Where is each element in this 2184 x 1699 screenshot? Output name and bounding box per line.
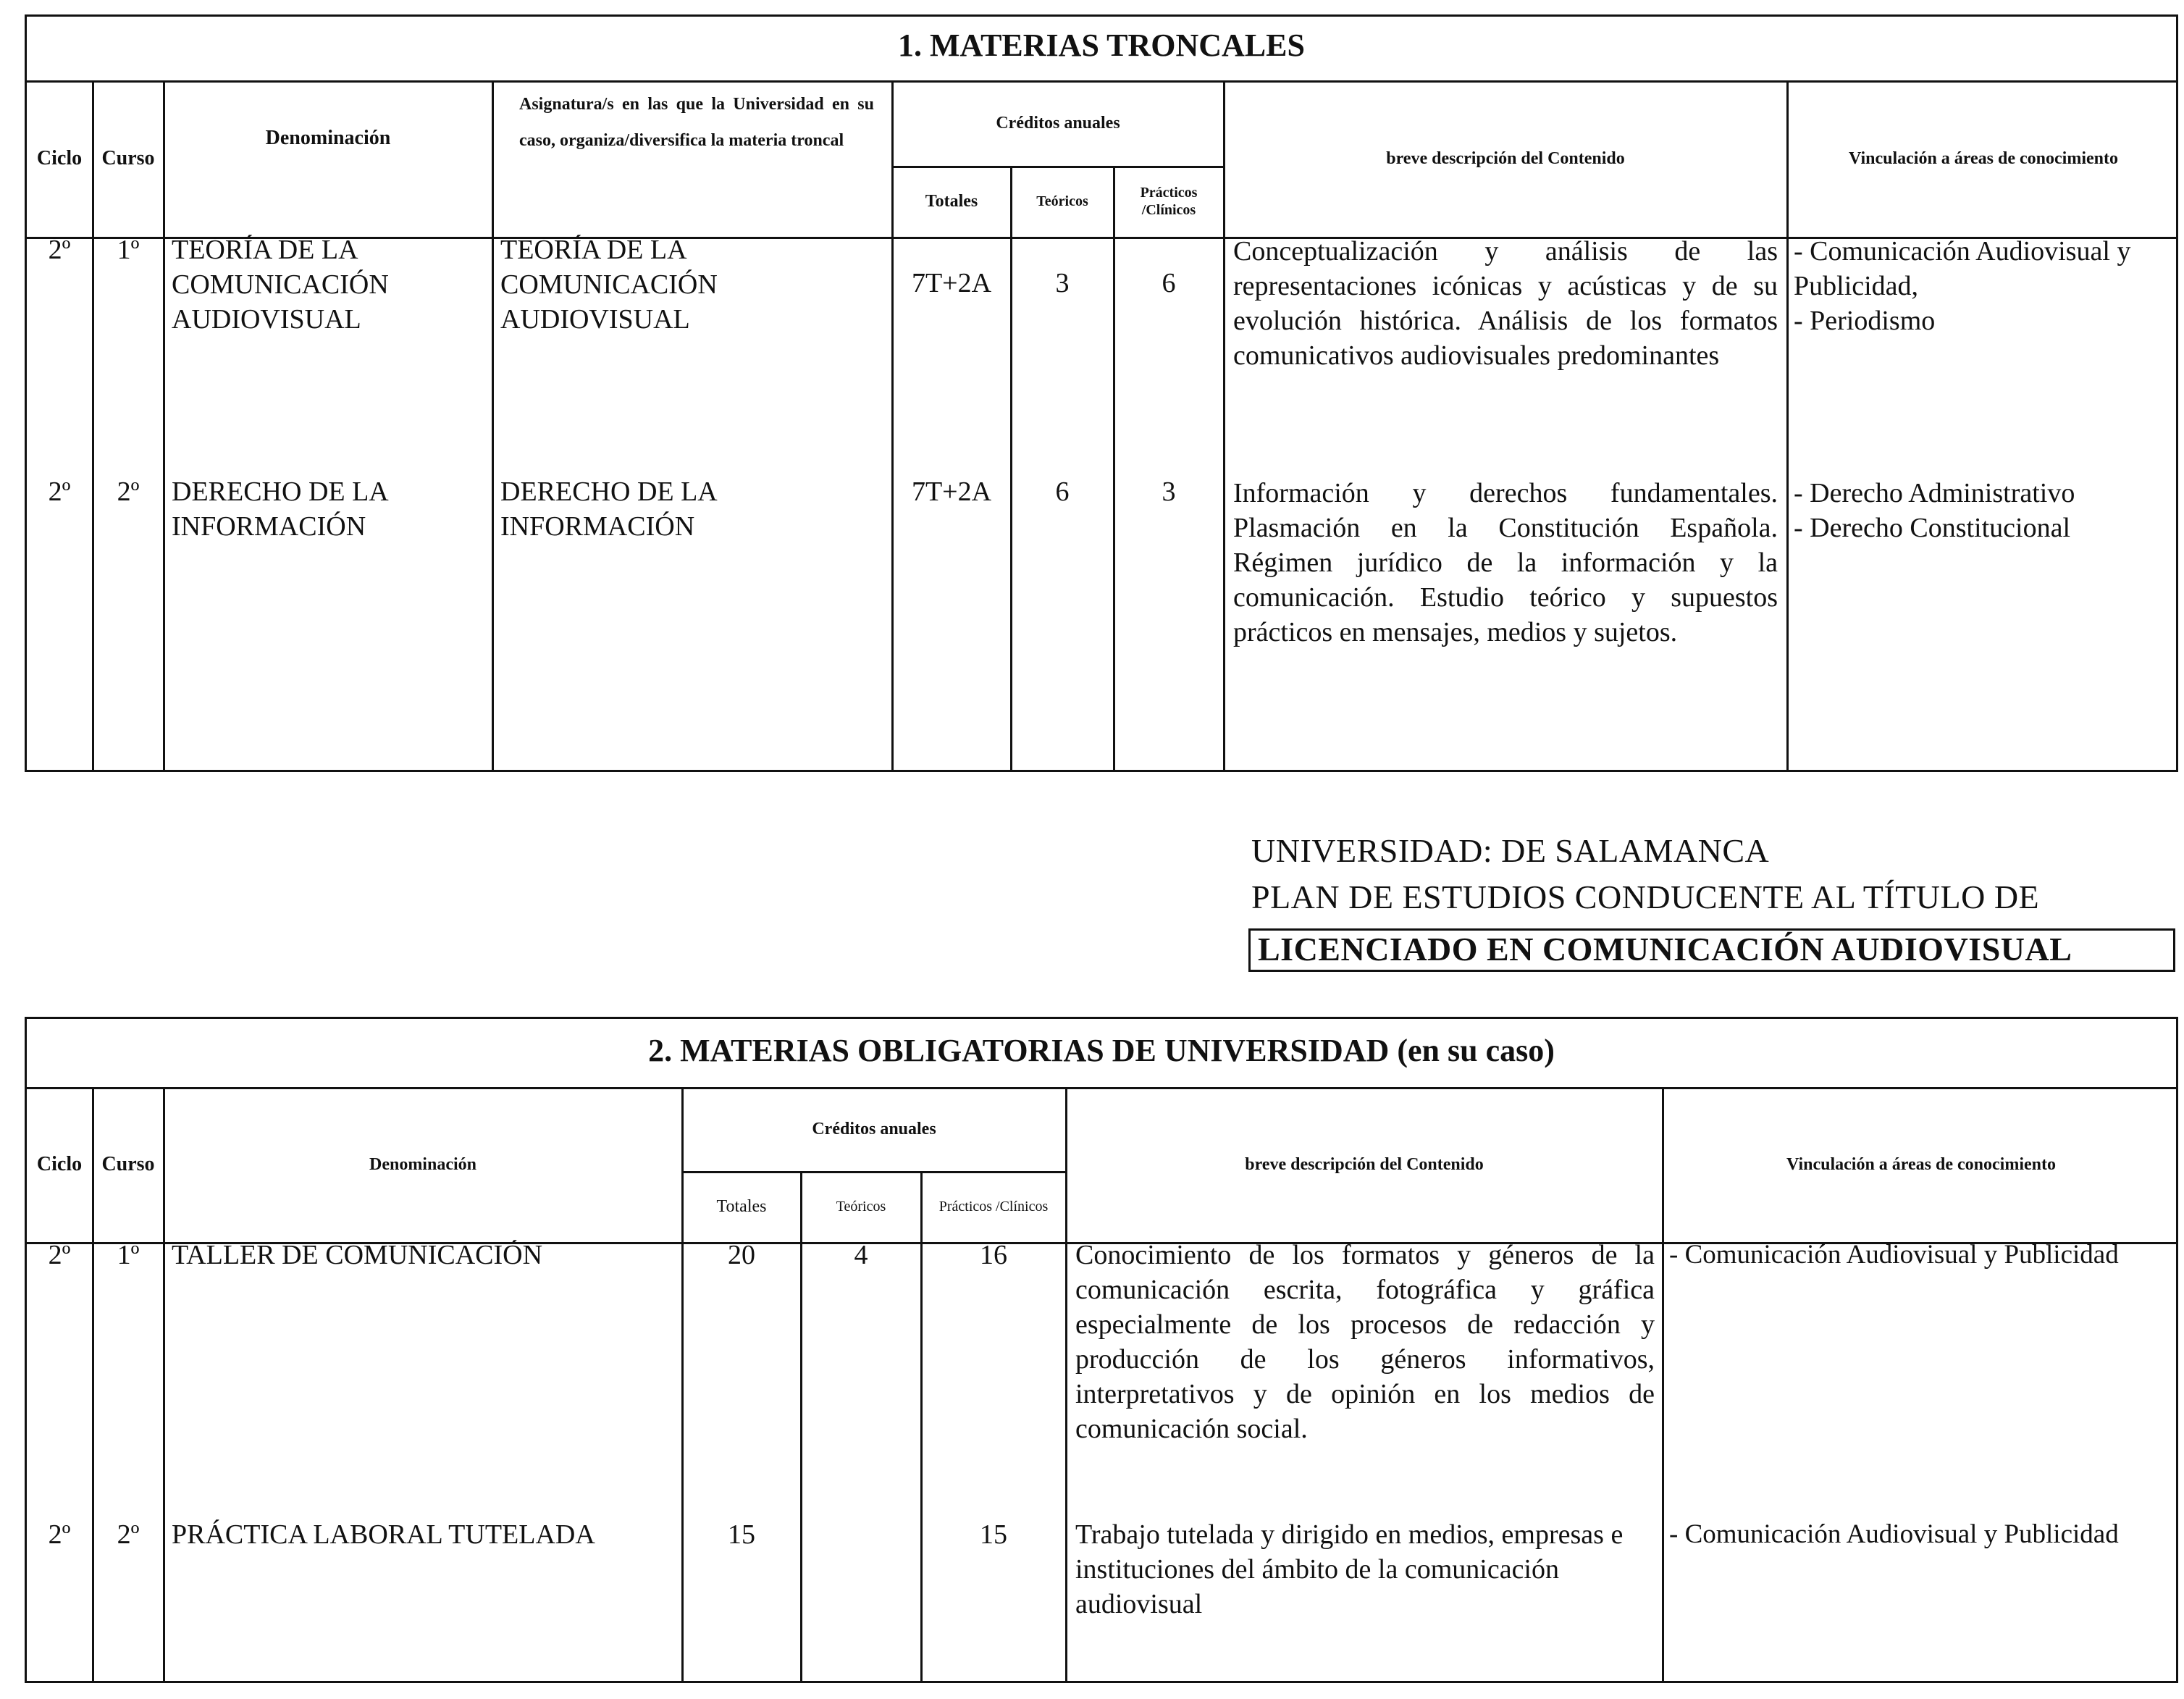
header-asignaturas: Asignatura/s en las que la Universidad en su caso, organiza/diversifica la materia troncal xyxy=(519,95,874,150)
materias-obligatorias-table xyxy=(25,1017,2178,1683)
header-totales: Totales xyxy=(716,1196,767,1216)
plan-line: PLAN DE ESTUDIOS CONDUCENTE AL TÍTULO DE xyxy=(1251,878,2040,915)
row-practicos: 16 xyxy=(980,1240,1007,1270)
header-teoricos: Teóricos xyxy=(836,1199,886,1215)
header-ciclo: Ciclo xyxy=(36,147,83,170)
header-creditos: Créditos anuales xyxy=(812,1119,936,1138)
row-vinculacion: - Comunicación Audiovisual y Publicidad, - Periodismo xyxy=(1794,236,2131,336)
row-vinculacion: - Comunicación Audiovisual y Publicidad xyxy=(1669,1519,2119,1549)
row-totales: 7T+2A xyxy=(911,477,992,507)
row-practicos: 6 xyxy=(1162,268,1176,298)
table-title: 1. MATERIAS TRONCALES xyxy=(898,28,1305,63)
row-curso: 1º xyxy=(117,235,140,265)
row-descripcion: Conocimiento de los formatos y géneros de la comunicación escrita, fotográfica y gráfica especialmente de los procesos de redacción y producción de los géneros informativos, interpretativos y de opinión en los medios de comunicación social. xyxy=(1075,1240,1655,1444)
header-descripcion: breve descripción del Contenido xyxy=(1386,148,1625,168)
row-descripcion: Conceptualización y análisis de las representaciones icónicas y acústicas y de su evolución histórica. Análisis de los formatos comunicativos audiovisuales predominantes xyxy=(1233,236,1778,371)
row-teoricos: 4 xyxy=(854,1240,868,1270)
row-teoricos: 6 xyxy=(1055,477,1070,507)
header-totales: Totales xyxy=(925,191,978,211)
row-curso: 1º xyxy=(117,1240,140,1270)
row-asignatura: TEORÍA DE LA COMUNICACIÓN AUDIOVISUAL xyxy=(500,235,718,335)
header-practicos: Prácticos /Clínicos xyxy=(1140,185,1198,218)
row-ciclo: 2º xyxy=(48,235,71,265)
header-vinculacion: Vinculación a áreas de conocimiento xyxy=(1849,148,2118,168)
row-denominacion: TEORÍA DE LA COMUNICACIÓN AUDIOVISUAL xyxy=(172,235,389,335)
header-curso: Curso xyxy=(101,147,155,170)
row-practicos: 3 xyxy=(1162,477,1176,507)
row-asignatura: DERECHO DE LA INFORMACIÓN xyxy=(500,477,716,542)
row-ciclo: 2º xyxy=(48,1240,71,1270)
row-descripcion: Trabajo tutelada y dirigido en medios, empresas e instituciones del ámbito de la comunicación audiovisual xyxy=(1075,1519,1624,1619)
col-divider xyxy=(492,80,494,770)
header-vinculacion: Vinculación a áreas de conocimiento xyxy=(1786,1154,2056,1174)
row-curso: 2º xyxy=(117,1519,140,1550)
row-denominacion: PRÁCTICA LABORAL TUTELADA xyxy=(172,1519,595,1550)
row-totales: 15 xyxy=(728,1519,755,1550)
row-totales: 7T+2A xyxy=(911,268,992,298)
row-teoricos: 3 xyxy=(1055,268,1070,298)
row-totales: 20 xyxy=(728,1240,755,1270)
titulo-box: LICENCIADO EN COMUNICACIÓN AUDIOVISUAL xyxy=(1248,928,2175,972)
row-denominacion: DERECHO DE LA INFORMACIÓN xyxy=(172,477,387,542)
row-descripcion: Información y derechos fundamentales. Plasmación en la Constitución Española. Régimen jurídico de la información y la comunicación. Estudio teórico y supuestos prácticos en mensajes, medios y sujetos. xyxy=(1233,478,1778,647)
header-denominacion: Denominación xyxy=(369,1154,476,1174)
universidad-line: UNIVERSIDAD: DE SALAMANCA xyxy=(1251,832,1770,869)
header-curso: Curso xyxy=(101,1153,155,1176)
header-practicos: Prácticos /Clínicos xyxy=(938,1199,1049,1215)
row-vinculacion: - Comunicación Audiovisual y Publicidad xyxy=(1669,1240,2119,1270)
col-divider xyxy=(1010,166,1012,770)
header-ciclo: Ciclo xyxy=(36,1153,83,1176)
header-creditos: Créditos anuales xyxy=(996,113,1120,133)
materias-troncales-table xyxy=(25,14,2178,772)
row-ciclo: 2º xyxy=(48,1519,71,1550)
row-vinculacion: - Derecho Administrativo - Derecho Constitucional xyxy=(1794,478,2075,543)
row-denominacion: TALLER DE COMUNICACIÓN xyxy=(172,1240,543,1270)
header-denominacion: Denominación xyxy=(265,127,391,150)
header-descripcion: breve descripción del Contenido xyxy=(1245,1154,1484,1174)
col-divider xyxy=(1113,166,1115,770)
header-teoricos: Teóricos xyxy=(1036,193,1088,209)
row-curso: 2º xyxy=(117,477,140,507)
row-ciclo: 2º xyxy=(48,477,71,507)
row-practicos: 15 xyxy=(980,1519,1007,1550)
table-title: 2. MATERIAS OBLIGATORIAS DE UNIVERSIDAD (en su caso) xyxy=(648,1033,1555,1068)
